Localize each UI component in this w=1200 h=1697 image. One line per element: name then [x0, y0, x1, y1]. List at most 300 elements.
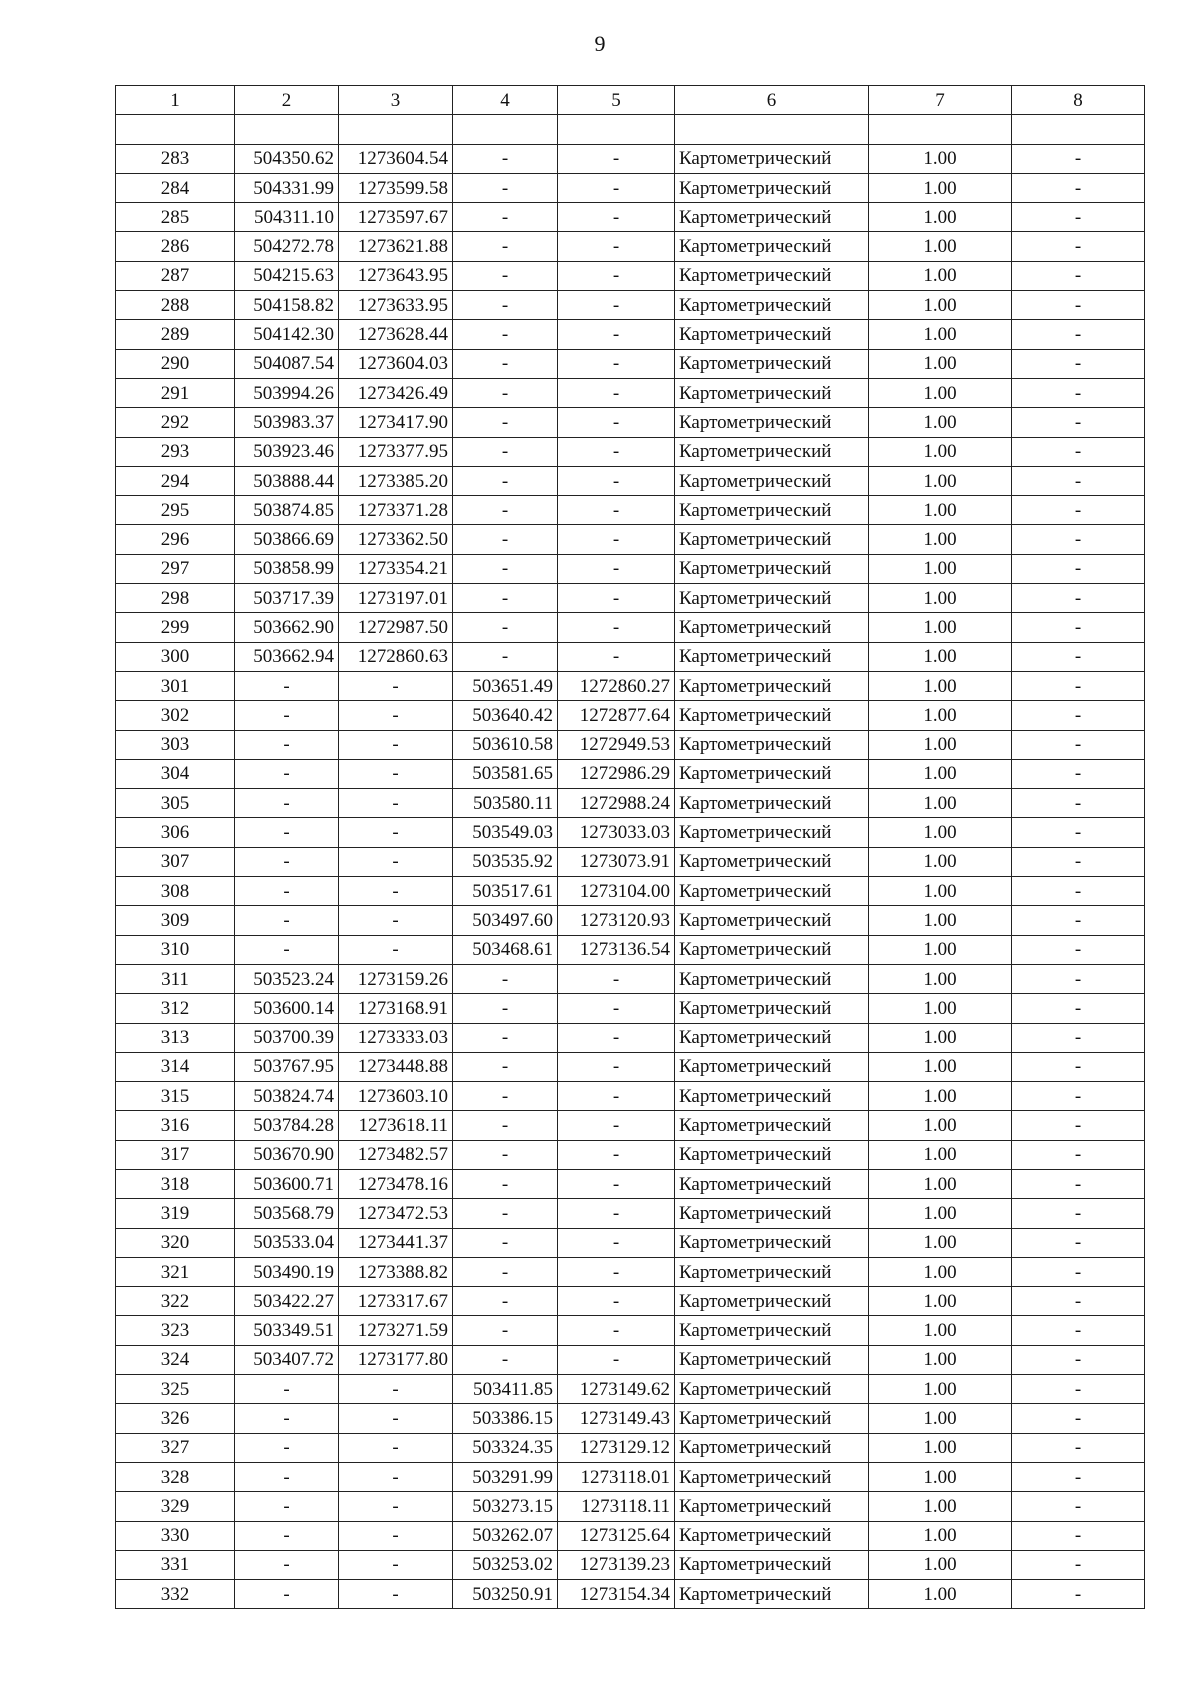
- x-new-coordinate-cell: 503581.65: [453, 759, 558, 788]
- point-number-cell: 307: [116, 847, 235, 876]
- x-coordinate-cell: 504142.30: [235, 320, 339, 349]
- description-cell: -: [1012, 935, 1145, 964]
- point-number-cell: 331: [116, 1550, 235, 1579]
- y-new-coordinate-cell: 1272877.64: [558, 701, 675, 730]
- accuracy-cell: 1.00: [869, 1316, 1012, 1345]
- coordinates-table: [115, 85, 1145, 1609]
- y-new-coordinate-cell: -: [558, 1140, 675, 1169]
- y-coordinate-cell: 1273417.90: [339, 408, 453, 437]
- description-cell: -: [1012, 525, 1145, 554]
- x-coordinate-cell: 503784.28: [235, 1111, 339, 1140]
- x-coordinate-cell: -: [235, 1433, 339, 1462]
- column-header: 4: [453, 86, 558, 115]
- y-new-coordinate-cell: 1273149.43: [558, 1404, 675, 1433]
- table-row: [116, 1082, 1145, 1111]
- description-cell: -: [1012, 671, 1145, 700]
- point-number-cell: 325: [116, 1375, 235, 1404]
- description-cell: -: [1012, 144, 1145, 173]
- point-number-cell: 294: [116, 466, 235, 495]
- method-cell: Картометрический: [675, 349, 869, 378]
- description-cell: -: [1012, 408, 1145, 437]
- table-row: [116, 1228, 1145, 1257]
- accuracy-cell: 1.00: [869, 1257, 1012, 1286]
- y-new-coordinate-cell: -: [558, 1345, 675, 1374]
- table-row: [116, 1316, 1145, 1345]
- description-cell: -: [1012, 1140, 1145, 1169]
- method-cell: Картометрический: [675, 1111, 869, 1140]
- x-coordinate-cell: 503568.79: [235, 1199, 339, 1228]
- column-header: 1: [116, 86, 235, 115]
- accuracy-cell: 1.00: [869, 320, 1012, 349]
- point-number-cell: 320: [116, 1228, 235, 1257]
- y-coordinate-cell: 1273472.53: [339, 1199, 453, 1228]
- y-new-coordinate-cell: 1273120.93: [558, 906, 675, 935]
- x-coordinate-cell: 503490.19: [235, 1257, 339, 1286]
- description-cell: -: [1012, 1228, 1145, 1257]
- description-cell: -: [1012, 1023, 1145, 1052]
- y-coordinate-cell: -: [339, 1550, 453, 1579]
- table-row: [116, 642, 1145, 671]
- description-cell: -: [1012, 759, 1145, 788]
- table-body: [116, 144, 1145, 1609]
- point-number-cell: 311: [116, 964, 235, 993]
- x-coordinate-cell: 503717.39: [235, 584, 339, 613]
- x-new-coordinate-cell: -: [453, 554, 558, 583]
- description-cell: -: [1012, 1492, 1145, 1521]
- point-number-cell: 315: [116, 1082, 235, 1111]
- y-new-coordinate-cell: 1272988.24: [558, 789, 675, 818]
- y-new-coordinate-cell: -: [558, 144, 675, 173]
- x-coordinate-cell: -: [235, 701, 339, 730]
- y-new-coordinate-cell: -: [558, 1111, 675, 1140]
- x-new-coordinate-cell: -: [453, 1140, 558, 1169]
- x-new-coordinate-cell: 503324.35: [453, 1433, 558, 1462]
- y-new-coordinate-cell: -: [558, 642, 675, 671]
- x-new-coordinate-cell: -: [453, 613, 558, 642]
- method-cell: Картометрический: [675, 1316, 869, 1345]
- x-coordinate-cell: 504087.54: [235, 349, 339, 378]
- y-coordinate-cell: -: [339, 759, 453, 788]
- y-coordinate-cell: 1272987.50: [339, 613, 453, 642]
- y-new-coordinate-cell: 1273033.03: [558, 818, 675, 847]
- x-coordinate-cell: -: [235, 1550, 339, 1579]
- table-row: [116, 906, 1145, 935]
- x-new-coordinate-cell: 503497.60: [453, 906, 558, 935]
- table-row: [116, 1492, 1145, 1521]
- x-coordinate-cell: -: [235, 818, 339, 847]
- description-cell: -: [1012, 203, 1145, 232]
- point-number-cell: 289: [116, 320, 235, 349]
- accuracy-cell: 1.00: [869, 613, 1012, 642]
- y-coordinate-cell: -: [339, 935, 453, 964]
- description-cell: -: [1012, 730, 1145, 759]
- table-row: [116, 173, 1145, 202]
- y-coordinate-cell: -: [339, 730, 453, 759]
- method-cell: Картометрический: [675, 1082, 869, 1111]
- table-row: [116, 701, 1145, 730]
- table-row: [116, 1375, 1145, 1404]
- x-coordinate-cell: 503866.69: [235, 525, 339, 554]
- y-coordinate-cell: 1273333.03: [339, 1023, 453, 1052]
- accuracy-cell: 1.00: [869, 1580, 1012, 1609]
- y-new-coordinate-cell: -: [558, 232, 675, 261]
- y-coordinate-cell: -: [339, 847, 453, 876]
- point-number-cell: 313: [116, 1023, 235, 1052]
- accuracy-cell: 1.00: [869, 1199, 1012, 1228]
- accuracy-cell: 1.00: [869, 554, 1012, 583]
- x-coordinate-cell: 503600.14: [235, 994, 339, 1023]
- x-coordinate-cell: 503983.37: [235, 408, 339, 437]
- x-coordinate-cell: 503407.72: [235, 1345, 339, 1374]
- y-new-coordinate-cell: 1273073.91: [558, 847, 675, 876]
- column-header: 3: [339, 86, 453, 115]
- description-cell: -: [1012, 994, 1145, 1023]
- method-cell: Картометрический: [675, 818, 869, 847]
- point-number-cell: 302: [116, 701, 235, 730]
- y-new-coordinate-cell: -: [558, 1169, 675, 1198]
- y-new-coordinate-cell: -: [558, 320, 675, 349]
- x-coordinate-cell: 503662.90: [235, 613, 339, 642]
- empty-cell: [235, 115, 339, 144]
- method-cell: Картометрический: [675, 378, 869, 407]
- table-row: [116, 584, 1145, 613]
- table-row: [116, 1287, 1145, 1316]
- description-cell: -: [1012, 1521, 1145, 1550]
- y-coordinate-cell: 1273271.59: [339, 1316, 453, 1345]
- table-row: [116, 1140, 1145, 1169]
- x-new-coordinate-cell: 503640.42: [453, 701, 558, 730]
- accuracy-cell: 1.00: [869, 496, 1012, 525]
- point-number-cell: 286: [116, 232, 235, 261]
- description-cell: -: [1012, 437, 1145, 466]
- y-new-coordinate-cell: 1273104.00: [558, 877, 675, 906]
- point-number-cell: 287: [116, 261, 235, 290]
- table-row: [116, 496, 1145, 525]
- y-coordinate-cell: 1273478.16: [339, 1169, 453, 1198]
- x-new-coordinate-cell: 503580.11: [453, 789, 558, 818]
- y-coordinate-cell: 1272860.63: [339, 642, 453, 671]
- table-row: [116, 671, 1145, 700]
- description-cell: -: [1012, 232, 1145, 261]
- point-number-cell: 285: [116, 203, 235, 232]
- description-cell: -: [1012, 847, 1145, 876]
- method-cell: Картометрический: [675, 1550, 869, 1579]
- y-new-coordinate-cell: -: [558, 496, 675, 525]
- x-coordinate-cell: 503824.74: [235, 1082, 339, 1111]
- description-cell: -: [1012, 584, 1145, 613]
- table-row: [116, 789, 1145, 818]
- x-new-coordinate-cell: 503610.58: [453, 730, 558, 759]
- point-number-cell: 308: [116, 877, 235, 906]
- accuracy-cell: 1.00: [869, 759, 1012, 788]
- description-cell: -: [1012, 261, 1145, 290]
- y-coordinate-cell: 1273197.01: [339, 584, 453, 613]
- accuracy-cell: 1.00: [869, 1433, 1012, 1462]
- accuracy-cell: 1.00: [869, 1169, 1012, 1198]
- method-cell: Картометрический: [675, 1140, 869, 1169]
- accuracy-cell: 1.00: [869, 1345, 1012, 1374]
- x-new-coordinate-cell: -: [453, 1287, 558, 1316]
- y-new-coordinate-cell: 1273149.62: [558, 1375, 675, 1404]
- point-number-cell: 321: [116, 1257, 235, 1286]
- y-new-coordinate-cell: -: [558, 584, 675, 613]
- x-new-coordinate-cell: -: [453, 1199, 558, 1228]
- method-cell: Картометрический: [675, 1287, 869, 1316]
- y-new-coordinate-cell: -: [558, 203, 675, 232]
- accuracy-cell: 1.00: [869, 1462, 1012, 1491]
- table-row: [116, 349, 1145, 378]
- point-number-cell: 304: [116, 759, 235, 788]
- point-number-cell: 292: [116, 408, 235, 437]
- y-new-coordinate-cell: -: [558, 1023, 675, 1052]
- y-coordinate-cell: 1273621.88: [339, 232, 453, 261]
- description-cell: -: [1012, 1375, 1145, 1404]
- x-coordinate-cell: -: [235, 1404, 339, 1433]
- y-new-coordinate-cell: -: [558, 1082, 675, 1111]
- table-row: [116, 466, 1145, 495]
- x-new-coordinate-cell: -: [453, 437, 558, 466]
- x-coordinate-cell: 503422.27: [235, 1287, 339, 1316]
- accuracy-cell: 1.00: [869, 378, 1012, 407]
- y-coordinate-cell: -: [339, 818, 453, 847]
- description-cell: -: [1012, 1257, 1145, 1286]
- y-coordinate-cell: -: [339, 1492, 453, 1521]
- x-coordinate-cell: -: [235, 1462, 339, 1491]
- description-cell: -: [1012, 1433, 1145, 1462]
- y-new-coordinate-cell: -: [558, 173, 675, 202]
- x-new-coordinate-cell: -: [453, 408, 558, 437]
- accuracy-cell: 1.00: [869, 847, 1012, 876]
- point-number-cell: 312: [116, 994, 235, 1023]
- y-new-coordinate-cell: -: [558, 964, 675, 993]
- table-row: [116, 759, 1145, 788]
- accuracy-cell: 1.00: [869, 1023, 1012, 1052]
- table-row: [116, 613, 1145, 642]
- y-coordinate-cell: -: [339, 671, 453, 700]
- description-cell: -: [1012, 1404, 1145, 1433]
- column-header: 5: [558, 86, 675, 115]
- point-number-cell: 293: [116, 437, 235, 466]
- point-number-cell: 327: [116, 1433, 235, 1462]
- y-coordinate-cell: 1273362.50: [339, 525, 453, 554]
- empty-row: [116, 115, 1145, 144]
- x-new-coordinate-cell: -: [453, 291, 558, 320]
- accuracy-cell: 1.00: [869, 437, 1012, 466]
- accuracy-cell: 1.00: [869, 906, 1012, 935]
- x-coordinate-cell: 503533.04: [235, 1228, 339, 1257]
- x-coordinate-cell: -: [235, 1492, 339, 1521]
- x-coordinate-cell: 503600.71: [235, 1169, 339, 1198]
- table-row: [116, 1052, 1145, 1081]
- point-number-cell: 305: [116, 789, 235, 818]
- description-cell: -: [1012, 349, 1145, 378]
- y-coordinate-cell: 1273599.58: [339, 173, 453, 202]
- x-coordinate-cell: 503874.85: [235, 496, 339, 525]
- x-new-coordinate-cell: 503468.61: [453, 935, 558, 964]
- table-row: [116, 1404, 1145, 1433]
- x-new-coordinate-cell: 503535.92: [453, 847, 558, 876]
- table-row: [116, 1257, 1145, 1286]
- description-cell: -: [1012, 291, 1145, 320]
- x-coordinate-cell: 503349.51: [235, 1316, 339, 1345]
- table-row: [116, 378, 1145, 407]
- description-cell: -: [1012, 642, 1145, 671]
- accuracy-cell: 1.00: [869, 730, 1012, 759]
- point-number-cell: 323: [116, 1316, 235, 1345]
- accuracy-cell: 1.00: [869, 964, 1012, 993]
- y-new-coordinate-cell: 1273139.23: [558, 1550, 675, 1579]
- x-new-coordinate-cell: -: [453, 994, 558, 1023]
- x-coordinate-cell: 504350.62: [235, 144, 339, 173]
- x-new-coordinate-cell: -: [453, 203, 558, 232]
- accuracy-cell: 1.00: [869, 935, 1012, 964]
- y-new-coordinate-cell: -: [558, 1316, 675, 1345]
- method-cell: Картометрический: [675, 144, 869, 173]
- y-coordinate-cell: 1273448.88: [339, 1052, 453, 1081]
- method-cell: Картометрический: [675, 203, 869, 232]
- y-new-coordinate-cell: -: [558, 349, 675, 378]
- method-cell: Картометрический: [675, 1257, 869, 1286]
- y-coordinate-cell: 1273177.80: [339, 1345, 453, 1374]
- description-cell: -: [1012, 1169, 1145, 1198]
- accuracy-cell: 1.00: [869, 291, 1012, 320]
- table-row: [116, 320, 1145, 349]
- point-number-cell: 301: [116, 671, 235, 700]
- x-new-coordinate-cell: 503651.49: [453, 671, 558, 700]
- table-row: [116, 1550, 1145, 1579]
- description-cell: -: [1012, 1550, 1145, 1579]
- table-row: [116, 232, 1145, 261]
- y-new-coordinate-cell: -: [558, 1257, 675, 1286]
- empty-cell: [869, 115, 1012, 144]
- empty-cell: [675, 115, 869, 144]
- y-new-coordinate-cell: -: [558, 261, 675, 290]
- table-row: [116, 1433, 1145, 1462]
- x-new-coordinate-cell: 503411.85: [453, 1375, 558, 1404]
- y-coordinate-cell: -: [339, 701, 453, 730]
- method-cell: Картометрический: [675, 730, 869, 759]
- y-new-coordinate-cell: -: [558, 1199, 675, 1228]
- point-number-cell: 326: [116, 1404, 235, 1433]
- y-new-coordinate-cell: -: [558, 613, 675, 642]
- x-new-coordinate-cell: -: [453, 144, 558, 173]
- method-cell: Картометрический: [675, 906, 869, 935]
- table-row: [116, 291, 1145, 320]
- method-cell: Картометрический: [675, 642, 869, 671]
- accuracy-cell: 1.00: [869, 232, 1012, 261]
- point-number-cell: 324: [116, 1345, 235, 1374]
- x-new-coordinate-cell: -: [453, 525, 558, 554]
- accuracy-cell: 1.00: [869, 1375, 1012, 1404]
- x-new-coordinate-cell: -: [453, 584, 558, 613]
- x-coordinate-cell: -: [235, 906, 339, 935]
- x-new-coordinate-cell: -: [453, 1257, 558, 1286]
- table-row: [116, 935, 1145, 964]
- method-cell: Картометрический: [675, 1228, 869, 1257]
- table-row: [116, 554, 1145, 583]
- y-coordinate-cell: 1273159.26: [339, 964, 453, 993]
- y-coordinate-cell: 1273603.10: [339, 1082, 453, 1111]
- point-number-cell: 295: [116, 496, 235, 525]
- accuracy-cell: 1.00: [869, 1052, 1012, 1081]
- x-coordinate-cell: 504311.10: [235, 203, 339, 232]
- y-coordinate-cell: 1273426.49: [339, 378, 453, 407]
- empty-cell: [558, 115, 675, 144]
- point-number-cell: 298: [116, 584, 235, 613]
- y-coordinate-cell: -: [339, 789, 453, 818]
- y-coordinate-cell: -: [339, 1375, 453, 1404]
- table-row: [116, 818, 1145, 847]
- point-number-cell: 316: [116, 1111, 235, 1140]
- x-new-coordinate-cell: 503517.61: [453, 877, 558, 906]
- method-cell: Картометрический: [675, 232, 869, 261]
- point-number-cell: 283: [116, 144, 235, 173]
- accuracy-cell: 1.00: [869, 466, 1012, 495]
- accuracy-cell: 1.00: [869, 671, 1012, 700]
- y-new-coordinate-cell: -: [558, 437, 675, 466]
- accuracy-cell: 1.00: [869, 173, 1012, 202]
- x-coordinate-cell: 503700.39: [235, 1023, 339, 1052]
- y-new-coordinate-cell: 1272860.27: [558, 671, 675, 700]
- x-new-coordinate-cell: 503386.15: [453, 1404, 558, 1433]
- table-row: [116, 1169, 1145, 1198]
- accuracy-cell: 1.00: [869, 1082, 1012, 1111]
- y-new-coordinate-cell: 1273154.34: [558, 1580, 675, 1609]
- method-cell: Картометрический: [675, 408, 869, 437]
- accuracy-cell: 1.00: [869, 261, 1012, 290]
- accuracy-cell: 1.00: [869, 642, 1012, 671]
- x-new-coordinate-cell: 503262.07: [453, 1521, 558, 1550]
- y-coordinate-cell: 1273168.91: [339, 994, 453, 1023]
- y-new-coordinate-cell: 1273118.01: [558, 1462, 675, 1491]
- point-number-cell: 296: [116, 525, 235, 554]
- point-number-cell: 328: [116, 1462, 235, 1491]
- y-coordinate-cell: 1273604.54: [339, 144, 453, 173]
- y-coordinate-cell: 1273317.67: [339, 1287, 453, 1316]
- accuracy-cell: 1.00: [869, 1140, 1012, 1169]
- accuracy-cell: 1.00: [869, 1550, 1012, 1579]
- page-number: 9: [594, 31, 606, 56]
- y-new-coordinate-cell: 1273136.54: [558, 935, 675, 964]
- point-number-cell: 319: [116, 1199, 235, 1228]
- x-new-coordinate-cell: -: [453, 1345, 558, 1374]
- table-row: [116, 203, 1145, 232]
- method-cell: Картометрический: [675, 1492, 869, 1521]
- point-number-cell: 290: [116, 349, 235, 378]
- y-new-coordinate-cell: 1272949.53: [558, 730, 675, 759]
- x-coordinate-cell: 503670.90: [235, 1140, 339, 1169]
- accuracy-cell: 1.00: [869, 349, 1012, 378]
- description-cell: -: [1012, 964, 1145, 993]
- y-new-coordinate-cell: -: [558, 466, 675, 495]
- description-cell: -: [1012, 554, 1145, 583]
- y-coordinate-cell: -: [339, 1462, 453, 1491]
- x-coordinate-cell: 504331.99: [235, 173, 339, 202]
- point-number-cell: 329: [116, 1492, 235, 1521]
- accuracy-cell: 1.00: [869, 701, 1012, 730]
- x-coordinate-cell: -: [235, 1580, 339, 1609]
- description-cell: -: [1012, 1111, 1145, 1140]
- description-cell: -: [1012, 1316, 1145, 1345]
- header-row: [116, 86, 1145, 115]
- x-coordinate-cell: -: [235, 759, 339, 788]
- method-cell: Картометрический: [675, 671, 869, 700]
- accuracy-cell: 1.00: [869, 144, 1012, 173]
- method-cell: Картометрический: [675, 437, 869, 466]
- table-row: [116, 144, 1145, 173]
- method-cell: Картометрический: [675, 1345, 869, 1374]
- accuracy-cell: 1.00: [869, 525, 1012, 554]
